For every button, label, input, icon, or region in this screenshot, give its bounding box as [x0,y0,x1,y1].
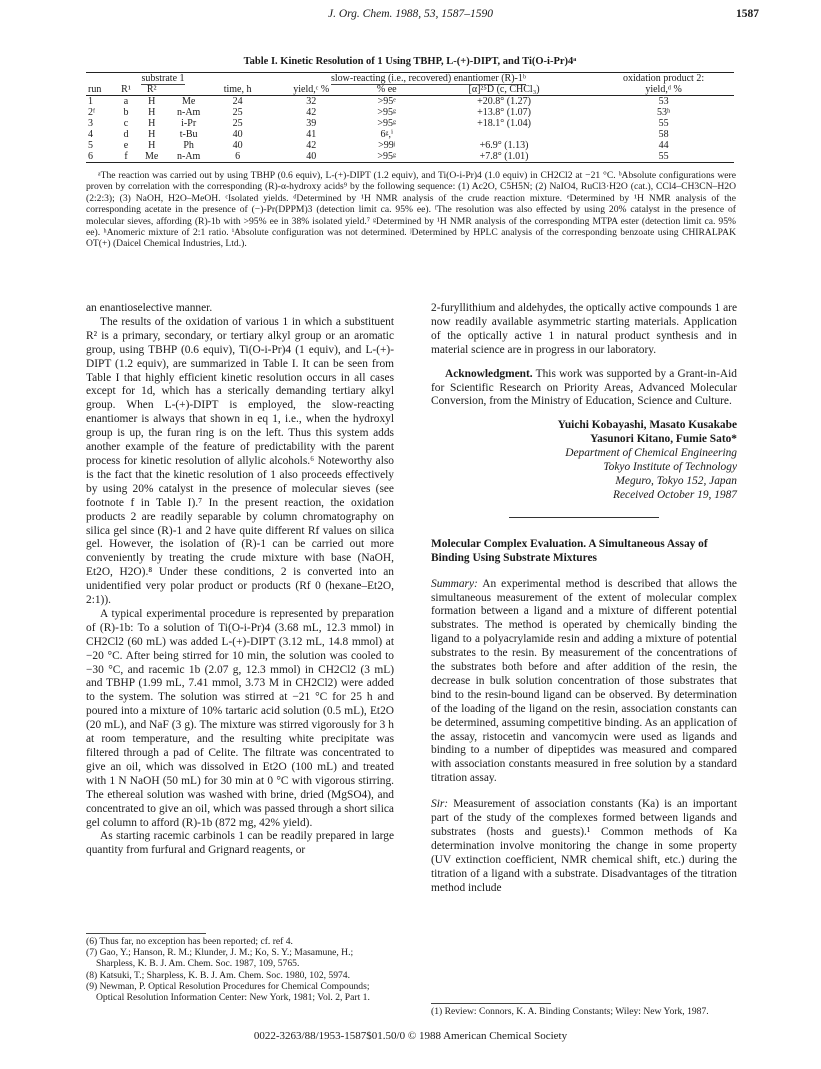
table-cell: >99ʲ [378,140,396,151]
left-column [86,302,394,858]
left-paragraph: The results of the oxidation of various 1 in which a substituent R² is a primary, secondary, or tertiary alkyl group or an aromatic group, using TBHP (0.6 equiv), Ti(O-i-Pr)4 (1 equiv), and L-(+)-DIPT (1.2 equiv), are summarized in Table I. It can be seen from Table I that highly efficient kinetic resolution occurs in all cases except for 1d, which has a sterically demanding tertiary alkyl group. When L-(+)-DIPT is employed, the slow-reacting enantiomer is always that shown in eq 1, i.e., when the hydroxyl group is up, the furan ring is on the left. Thus this system adds another example of the feature of predictability with the parent process for kinetic resolution of allylic alcohols.⁶ Noteworthy also is the fact that the kinetic resolution of 1 also proceeds effectively by using 20% catalyst in the presence of molecular sieves (see footnote f in Table I).⁷ In the present reaction, the oxidation products 2 are readily separable by column chromatography on silica gel since (R)-1 and 2 have quite different Rf values on silica gel. However, the isolation of (R)-1 can be carried out more conveniently by treating the crude mixture with base (NaOH, Et2O, H2O).⁸ Under these conditions, 2 is converted into an unidentified very polar product or products (Rf 0 (hexane–Et2O, 2:1)). [86,315,394,607]
reference: (7) Gao, Y.; Hanson, R. M.; Klunder, J. M.; Ko, S. Y.; Masamune, H.; Sharpless, K. B. J. Am. Chem. Soc. 1987, 109, 5765. [86,947,354,970]
results-table [86,72,734,163]
left-references [86,933,394,1003]
table-footnotes [86,170,736,250]
col-r1: R¹ [115,84,138,96]
table-cell: H [148,129,156,140]
table-cell: 32 [306,96,317,107]
table-cell: 6 [86,151,115,163]
affiliation-1: Department of Chemical Engineering [565,447,737,460]
table-cell: Ph [183,140,194,151]
right-column [431,302,737,896]
sir-paragraph [431,798,737,895]
table-cell [415,129,593,140]
table-cell: 1 [88,96,93,107]
table-cell: 55 [593,151,734,163]
table-cell: 6ᵍ,ⁱ [380,129,394,140]
col-run: run [86,84,115,96]
table-cell: t-Bu [179,129,198,140]
table-cell: 42 [306,140,317,151]
affiliation-3: Meguro, Tokyo 152, Japan [615,474,737,487]
table-cell: +7.8° (1.01) [415,151,593,163]
col-r2: R² [137,84,166,96]
group-header-slow: slow-reacting (i.e., recovered) enantiomer (R)-1ᵇ [331,73,526,84]
group-header-substrate: substrate 1 [141,73,185,84]
table-cell: 53 [658,96,669,107]
reference: (1) Review: Connors, K. A. Binding Constants; Wiley: New York, 1987. [431,1006,709,1017]
table-cell: H [148,140,156,151]
footnote-rule [431,1003,551,1004]
right-references [431,1003,737,1017]
table-row [86,107,734,118]
table-cell: >95ᵉ [377,96,396,107]
table-cell: H [148,96,156,107]
summary [431,578,737,787]
table-cell: 40 [232,129,243,140]
table-cell: 25 [232,107,243,118]
summary-text: An experimental method is described that allows the simultaneous measurement of the extent of molecular complex formation between a ligand and a mixture of different potential substrates. The method is operated by chemically binding the ligand to a polyacrylamide resin and adding a mixture of potential substrates to the resin. By measurement of the concentrations of the substrates both before and after addition of the resin, the decrease in bulk solution concentration of those substrates that bind to the resin-bound ligand can be observed. By determination of the loading of the ligand on the resin, association constants can be determined, assuming competitive binding. As an application of the assay, ristocetin and vancomycin were used as ligands and binding to a number of dipeptides was measured and compared with association constants measured in free solution by a standard titration assay. [431,577,737,785]
acknowledgment-title: Acknowledgment. [445,367,533,380]
table-cell: 40 [264,151,359,163]
article-title: Molecular Complex Evaluation. A Simultaneous Assay of Binding Using Substrate Mixtures [431,537,708,564]
table-cell: f [115,151,138,163]
journal-citation: J. Org. Chem. 1988, 53, 1587–1590 [327,8,494,20]
table-cell: b [123,107,129,118]
table-cell: >95ᵍ [359,151,415,163]
table-cell: n-Am [176,107,201,118]
left-paragraph: A typical experimental procedure is represented by preparation of (R)-1b: To a solution of Ti(O-i-Pr)4 (3.68 mL, 12.3 mmol) in CH2Cl2 (60 mL) was added L-(+)-DIPT (3.12 mL, 14.8 mmol) at −20 °C. After being stirred for 10 min, the solution was cooled to −30 °C, and racemic 1b (2.07 g, 12.3 mmol) in CH2Cl2 (3 mL) and TBHP (1.99 mL, 7.41 mmol, 3.73 M in CH2Cl2) were added to the system. The solution was stirred at −21 °C for 25 h and poured into a mixture of 10% tartaric acid solution (0.5 mL), Et2O (20 mL), and NaF (3 g). The mixture was stirred vigorously for 3 h at room temperature, and the resulting white precipitate was filtered through a pad of Celite. The filtrate was concentrated to give an oil, which was dissolved in Et2O (100 mL) and treated with 1 N NaOH (50 mL) for 30 min at 0 °C with vigorous stirring. The ethereal solution was washed with brine, dried (MgSO4), and concentrated to give an oil, which was passed through a short silica gel column to afford (R)-1b (872 mg, 42% yield). [86,607,394,829]
table-cell: 2ᶠ [88,107,96,118]
table-cell: Me [181,96,196,107]
table-caption: Table I. Kinetic Resolution of 1 Using TBHP, L-(+)-DIPT, and Ti(O-i-Pr)4ᵃ [243,56,577,67]
table-cell: +13.8° (1.07) [477,107,531,118]
table-cell: 40 [232,140,243,151]
table-row [86,140,734,151]
table-cell: 55 [658,118,669,129]
table-cell: Me [137,151,166,163]
affiliation-2: Tokyo Institute of Technology [603,461,737,474]
article-divider [509,517,659,518]
table-row [86,129,734,140]
authors-line-1: Yuichi Kobayashi, Masato Kusakabe [557,419,737,432]
table-cell: H [148,107,156,118]
summary-label: Summary: [431,577,478,590]
reference: (8) Katsuki, T.; Sharpless, K. B. J. Am. Chem. Soc. 1980, 102, 5974. [86,969,351,981]
table-cell: +6.9° (1.13) [479,140,529,151]
table-cell: n-Am [166,151,211,163]
left-paragraph: an enantioselective manner. [86,302,213,314]
table-cell: 24 [232,96,243,107]
table-cell: 39 [306,118,317,129]
reference: (6) Thus far, no exception has been reported; cf. ref 4. [86,936,293,947]
table-cell: 41 [306,129,317,140]
page-number: 1587 [736,8,759,20]
table-cell: 5 [88,140,93,151]
col-ee: % ee [359,84,415,96]
table-cell: 6 [211,151,264,163]
table-cell: 58 [658,129,669,140]
table-row [86,96,734,108]
table-cell: e [123,140,129,151]
acknowledgment [431,368,737,410]
table-row [86,151,734,163]
table-cell: d [123,129,129,140]
table-cell: +20.8° (1.27) [477,96,531,107]
table-cell: 44 [658,140,669,151]
table-cell: 53ʰ [656,107,671,118]
table-cell: H [148,118,156,129]
group-header-oxidation: oxidation product 2: [593,73,734,85]
footnote-rule [86,933,206,934]
authors-line-2: Yasunori Kitano, Fumie Sato* [590,433,737,446]
left-paragraph: As starting racemic carbinols 1 can be readily prepared in large quantity from furfural and Grignard reagents, or [86,830,394,857]
col-time: time, h [211,84,264,96]
sir-label: Sir: [431,798,449,811]
sir-text: Measurement of association constants (Ka) is an important part of the study of the complexes formed between ligands and substrates (hosts and guests).¹ Common methods of Ka determination involve monitoring the change in some property (UV extinction coefficient, NMR chemical shift, etc.) during the titration of a ligand with a substrate. Disadvantages of the titration method include [431,798,737,894]
received-date: Received October 19, 1987 [613,488,737,501]
table-cell: >95ᵍ [377,118,397,129]
table-cell: 4 [88,129,93,140]
table-cell: 25 [232,118,243,129]
acknowledgment-body: This work was supported by a Grant-in-Aid for Scientific Research on Priority Areas, Advanced Molecular Conversion, from the Ministry of Education, Science and Culture. [431,367,737,408]
table-row [86,118,734,129]
copyright-line: 0022-3263/88/1953-1587$01.50/0 © 1988 American Chemical Society [253,1030,568,1042]
table-footnote-text: ᵃThe reaction was carried out by using TBHP (0.6 equiv), L-(+)-DIPT (1.2 equiv), and Ti(O-i-Pr)4 (1.0 equiv) in CH2Cl2 at −21 °C. ᵇAbsolute configurations were proven by correlation with the corresponding (R)-α-hydroxy acids⁹ by the following sequence: (1) Ac2O, C5H5N; (2) NaIO4, RuCl3·H2O (cat.), CCl4–CH3CN–H2O (2:2:3); (3) NaOH, H2O–MeOH. ᶜIsolated yields. ᵈDetermined by ¹H NMR analysis of the crude reaction mixture. ᵉDetermined by ¹H NMR analysis of the corresponding acetate in the presence of (−)-Pr(DPPM)3 (detection limit ca. 95% ee). ᶠThe resolution was also effected by using 20% catalyst in the presence of molecular sieves, affording (R)-1b with >95% ee in 38% isolated yield.⁷ ᵍDetermined by ¹H NMR analysis of the corresponding MTPA ester (detection limit ca. 95% ee). ʰAnomeric mixture of 2:1 ratio. ⁱAbsolute configuration was not determined. ʲDetermined by HPLC analysis of the corresponding benzoate using CHIRALPAK OT(+) (Daicel Chemical Industries, Ltd.). [86,170,736,250]
col-rotation: [α]²⁵D (c, CHCl₃) [415,84,593,96]
table-cell: >95ᵍ [377,107,397,118]
reference: (9) Newman, P. Optical Resolution Procedures for Chemical Compounds; Optical Resolution Information Center: New York, 1981; Vol. 2, Part 1. [86,980,370,1004]
col-yield: yield,ᶜ % [264,84,359,96]
col-yield2: yield,ᵈ % [593,84,734,96]
table-cell: c [123,118,129,129]
right-paragraph: 2-furyllithium and aldehydes, the optically active compounds 1 are now readily available asymmetric starting materials. Application of the optically active 1 in natural product synthesis and in material science are in progress in our laboratory. [431,302,737,356]
table-cell: a [123,96,129,107]
running-header [0,8,821,26]
table-cell: +18.1° (1.04) [477,118,531,129]
table-cell: 3 [88,118,93,129]
table-cell: i-Pr [181,118,197,129]
table-cell: 42 [306,107,317,118]
